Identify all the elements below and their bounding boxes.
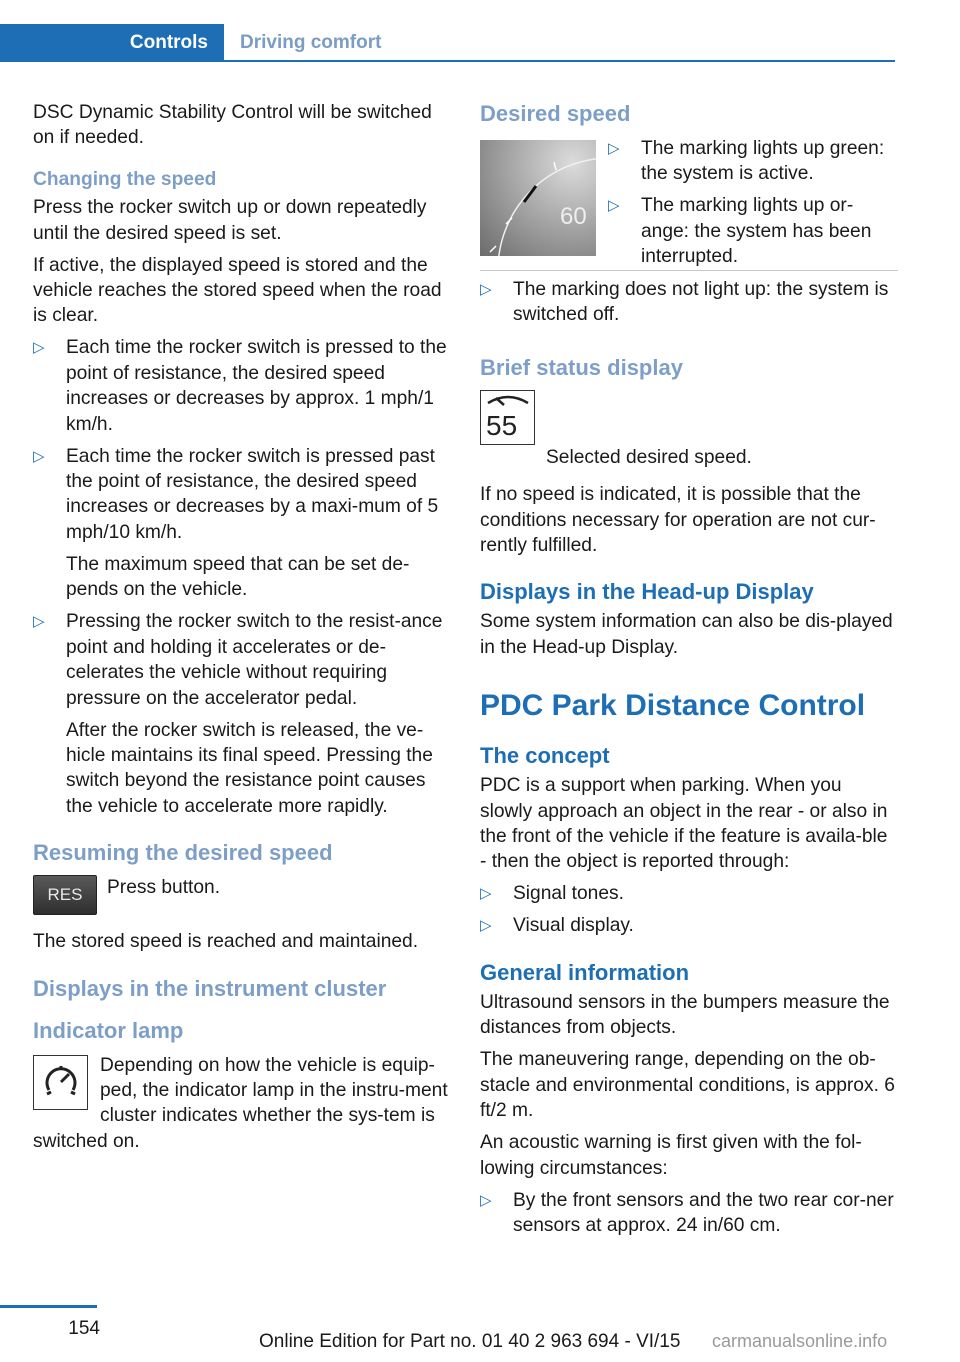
hud-paragraph: Some system information can also be dis-played in the Head-up Display. (480, 611, 893, 658)
header-rule (0, 60, 895, 62)
list-item (480, 277, 898, 328)
list-item (608, 136, 898, 187)
list-item-text: Visual display. (513, 915, 634, 937)
no-speed-paragraph: If no speed is indicated, it is possible that the conditions necessary for operation are not cur-rently fulfilled. (480, 484, 876, 557)
list-item-text: Pressing the rocker switch to the resist-ance point and holding it accelerates or de-celerates the vehicle without requiring pressure on the accelerator pedal. (66, 611, 443, 709)
list-item-subtext: After the rocker switch is released, the ve-hicle maintains its final speed. Pressing the switch beyond the resistance point causes the vehicle to accelerate more rapidly. (66, 719, 433, 817)
status-display-row (480, 390, 898, 470)
stored-speed-text: The stored speed is reached and maintained. (33, 931, 419, 953)
list-item-text: Signal tones. (513, 883, 624, 905)
res-button-row (33, 875, 451, 915)
desired-speed-list (608, 136, 898, 276)
list-item (33, 335, 451, 437)
cruise-control-lamp-icon (33, 1055, 88, 1110)
list-item-subtext: The maximum speed that can be set de-pends on the vehicle. (66, 553, 410, 601)
hud-heading: Displays in the Head-up Display (480, 579, 814, 605)
list-item-text: The marking lights up or-ange: the system has been interrupted. (641, 195, 872, 268)
general-p1: Ultrasound sensors in the bumpers measure the distances from objects. (480, 991, 890, 1039)
desired-speed-heading: Desired speed (480, 101, 631, 126)
list-item-text: Each time the rocker switch is pressed past the point of resistance, the desired speed increases or decreases by a maxi-mum of 5 mph/10 km/h. (66, 445, 439, 543)
watermark-text: carmanualsonline.info (712, 1331, 888, 1351)
changing-speed-p1: Press the rocker switch up or down repeatedly until the desired speed is set. (33, 197, 427, 244)
bullet-triangle-icon: ▷ (480, 917, 492, 935)
list-item-text: The marking does not light up: the system is switched off. (513, 279, 889, 326)
bullet-triangle-icon: ▷ (480, 1191, 492, 1209)
list-item-text: The marking lights up green: the system is active. (641, 138, 885, 185)
footer-rule (0, 1305, 97, 1308)
bullet-triangle-icon: ▷ (480, 281, 492, 298)
concept-heading: The concept (480, 743, 610, 769)
res-button-icon: RES (33, 875, 97, 915)
speedometer-number: 60 (560, 203, 587, 230)
edition-text: Online Edition for Part no. 01 40 2 963 694 - VI/15 (259, 1331, 681, 1352)
concept-paragraph: PDC is a support when parking. When you slowly approach an object in the rear - or also in the front of the vehicle if the feature is availa-ble - then the object is reported through: (480, 775, 888, 873)
bullet-triangle-icon: ▷ (608, 197, 620, 215)
page-number: 154 (68, 1318, 100, 1339)
left-column (33, 100, 451, 1154)
speedometer-image (480, 140, 596, 256)
selected-speed-icon (480, 390, 535, 445)
changing-speed-p2: If active, the displayed speed is stored and the vehicle reaches the stored speed when the road is clear. (33, 254, 442, 327)
list-item (608, 193, 898, 269)
bullet-triangle-icon: ▷ (33, 447, 45, 465)
brief-status-heading: Brief status display (480, 354, 683, 380)
bullet-triangle-icon: ▷ (480, 885, 492, 903)
general-info-heading: General information (480, 959, 690, 985)
resuming-speed-heading: Resuming the desired speed (33, 840, 333, 866)
general-p2: The maneuvering range, depending on the ob-stacle and environmental conditions, is approx. 6 ft/2 m. (480, 1049, 895, 1122)
res-button-text: Press button. (107, 877, 221, 899)
bullet-triangle-icon: ▷ (33, 339, 45, 357)
indicator-lamp-heading: Indicator lamp (33, 1017, 184, 1043)
list-item (480, 913, 898, 938)
pdc-heading: PDC Park Distance Control (480, 689, 866, 723)
general-p3: An acoustic warning is first given with the fol-lowing circumstances: (480, 1132, 862, 1179)
desired-speed-block (480, 136, 898, 268)
selected-speed-number: 55 (486, 409, 518, 441)
tab-driving-comfort[interactable]: Driving comfort (240, 32, 382, 53)
list-item (480, 1188, 898, 1239)
status-display-text: Selected desired speed. (546, 446, 752, 468)
list-item-text: By the front sensors and the two rear cor-ner sensors at approx. 24 in/60 cm. (513, 1189, 894, 1236)
indicator-lamp-text: Depending on how the vehicle is equip-ped, the indicator lamp in the instru-ment cluster indicates whether the sys-tem is switched on. (33, 1054, 448, 1152)
right-column (480, 100, 898, 1245)
bullet-triangle-icon: ▷ (608, 140, 620, 157)
list-item (33, 609, 451, 819)
list-item (33, 444, 451, 603)
intro-paragraph: DSC Dynamic Stability Control will be switched on if needed. (33, 102, 432, 149)
indicator-lamp-row (33, 1053, 451, 1155)
list-item (480, 881, 898, 906)
displays-cluster-heading: Displays in the instrument cluster (33, 975, 387, 1001)
list-item-text: Each time the rocker switch is pressed to the point of resistance, the desired speed increases or decreases by approx. 1 mph/1 km/h. (66, 337, 447, 435)
changing-speed-heading: Changing the speed (33, 168, 217, 190)
tab-controls[interactable]: Controls (0, 24, 224, 62)
bullet-triangle-icon: ▷ (33, 613, 45, 631)
